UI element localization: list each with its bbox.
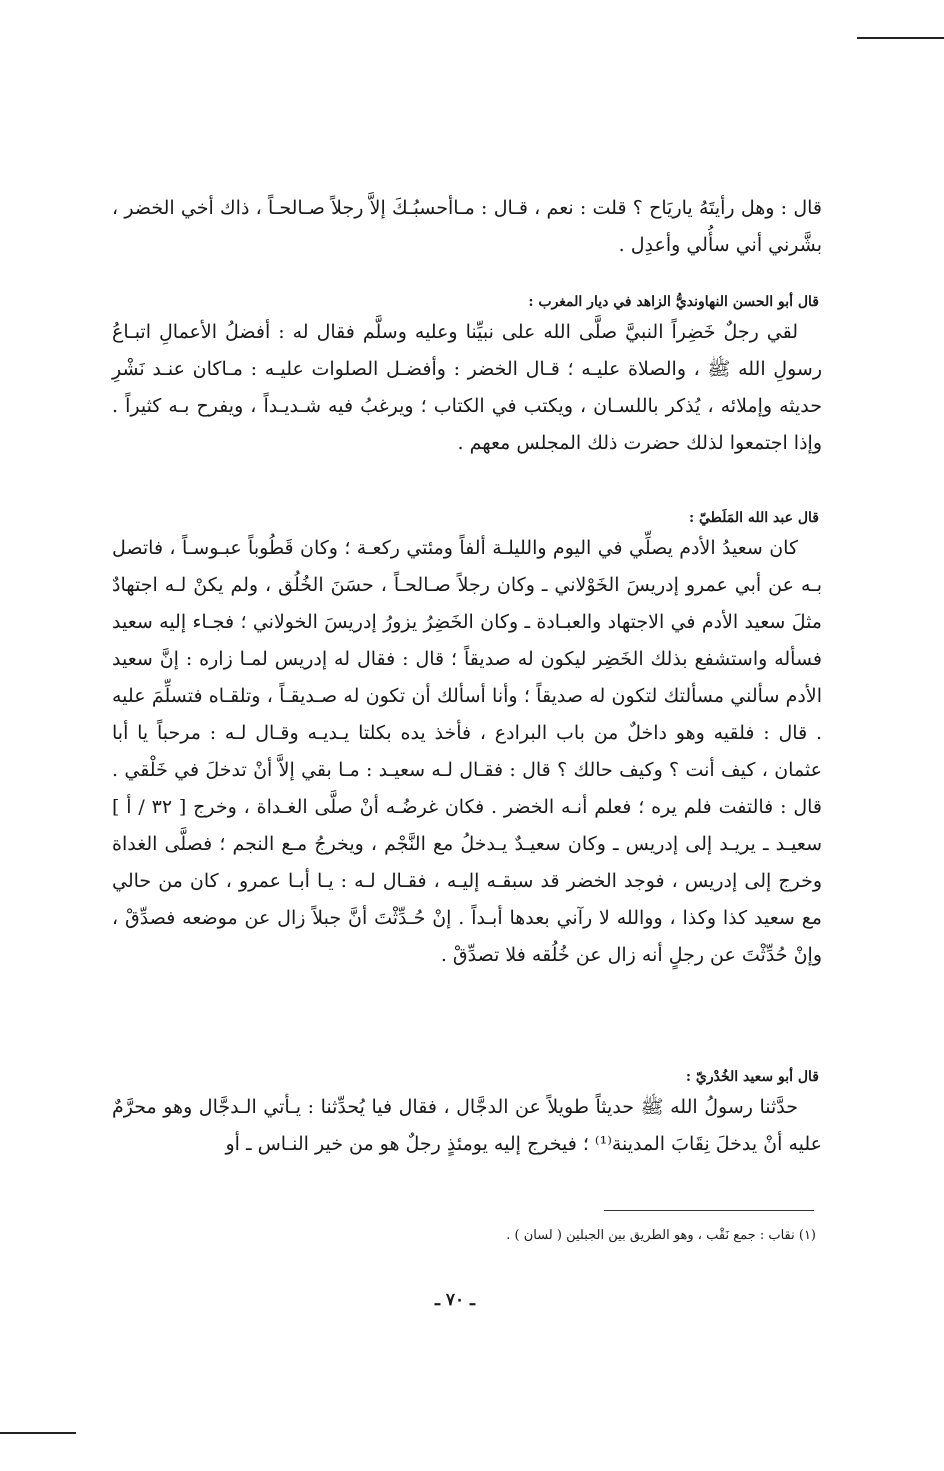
section-heading: قال أبو سعيد الخُدْريّ : — [685, 1069, 819, 1085]
paragraph-block-4 — [112, 1065, 822, 1163]
paragraph-body: لقي رجلٌ خَضِراً النبيَّ صلَّى الله على نبيِّنا وعليه وسلَّم فقال له : أفضلُ الأعمالِ اتبـاعُ رسولِ الله ﷺ ، والصلاة عليـه ؛ قـال الخضر : وأفضـل الصلوات عليـه : مـاكان عنـد نَشْرِ حديثه وإملائه ، يُذكر باللسـان ، ويكتب في الكتاب ؛ ويرغبُ فيه شـديـداً ، ويفرح بـه كثيراً . وإذا اجتمعوا لذلك حضرت ذلك المجلس معهم . — [112, 321, 822, 454]
bottom-corner-rule — [0, 1432, 76, 1434]
paragraph-block-3 — [112, 506, 822, 974]
section-heading: قال أبو الحسن النهاونديُّ الزاهد في ديار المغرب : — [528, 294, 819, 310]
paragraph-body: حدَّثنا رسولُ الله ﷺ حديثاً طويلاً عن الدجَّال ، فقال فيا يُحدِّثنا : يـأتي الـدجَّال وهو محرَّمٌ عليه أنْ يدخلَ نِقَابَ المدينة⁽¹⁾ ؛ فيخرج إليه يومئذٍ رجلٌ هو من خير النـاس ـ أو — [112, 1096, 822, 1155]
page-number: ـ ٧٠ ـ — [434, 1290, 476, 1310]
paragraph-body: كان سعيدُ الأدم يصلِّي في اليوم والليلـة ألفاً ومئتي ركعـة ؛ وكان قَطُوباً عبـوسـاً ، فاتصل بـه عن أبي عمرو إدريسَ الخَوْلاني ـ وكان رجلاً صـالحـاً ، حسَنَ الخُلُق ، ولم يكنْ لـه اجتهادٌ مثلَ سعيد الأدم في الاجتهاد والعبـادة ـ وكان الخَضِرُ يزورُ إدريسَ الخولاني ؛ فجـاء إليه سعيد فسأله واستشفع بذلك الخَضِر ليكون له صديقاً ؛ قال : فقال له إدريس لمـا زاره : إنَّ سعيد الأدم سألني مسألتك لتكون له صديقاً ؛ وأنا أسألك أن تكون له صـديقـاً ، وتلقـاه فتسلِّمَ عليه . قال : فلقيه وهو داخلٌ من باب البرادع ، فأخذ يده بكلتا يـديـه وقـال لـه : مرحباً يا أبا عثمان ، كيف أنت ؟ وكيف حالك ؟ قال : فقـال لـه سعيـد : مـا بقي إلاَّ أنْ تدخلَ في خَلْقي . قال : فالتفت فلم يره ؛ فعلم أنـه الخضر . فكان غرضُـه أنْ صلَّى الغـداة ، وخرج [ ٣٢ / أ ] سعيـد ـ يريـد إلى إدريس ـ وكان سعيـدٌ يـدخلُ مع النَّجْم ، ويخرجُ مـع النجم ؛ فصلَّى الغداة وخرج إلى إدريس ، فوجد الخضر قد سبقـه إليـه ، فقـال لـه : يـا أبـا عمرو ، كان من حالي مع سعيد كذا وكذا ، ووالله لا رآني بعدها أبـداً . إنْ حُـدِّثْتَ أنَّ جبلاً زال عن موضعه فصدِّقْ ، وإنْ حُدِّثْتَ عن رجلٍ أنه زال عن خُلُقه فلا تصدِّقْ . — [112, 537, 823, 966]
paragraph-block-2 — [112, 290, 822, 462]
footnote: (١) نقاب : جمع نَقْب ، وهو الطريق بين الجبلين ( لسان ) . — [506, 1228, 816, 1243]
paragraph-body: قال : وهل رأيتَهُ ياريَاح ؟ قلت : نعم ، قـال : مـاأحسبُـكَ إلاَّ رجلاً صـالحـاً ، ذاك أخي الخضر ، بشَّرني أني سأُلي وأعدِل . — [112, 197, 822, 256]
section-heading: قال عبد الله المَلَطيّ : — [688, 510, 819, 526]
paragraph-block-1 — [112, 190, 822, 264]
top-corner-rule — [857, 37, 944, 39]
footnote-separator — [604, 1210, 814, 1211]
